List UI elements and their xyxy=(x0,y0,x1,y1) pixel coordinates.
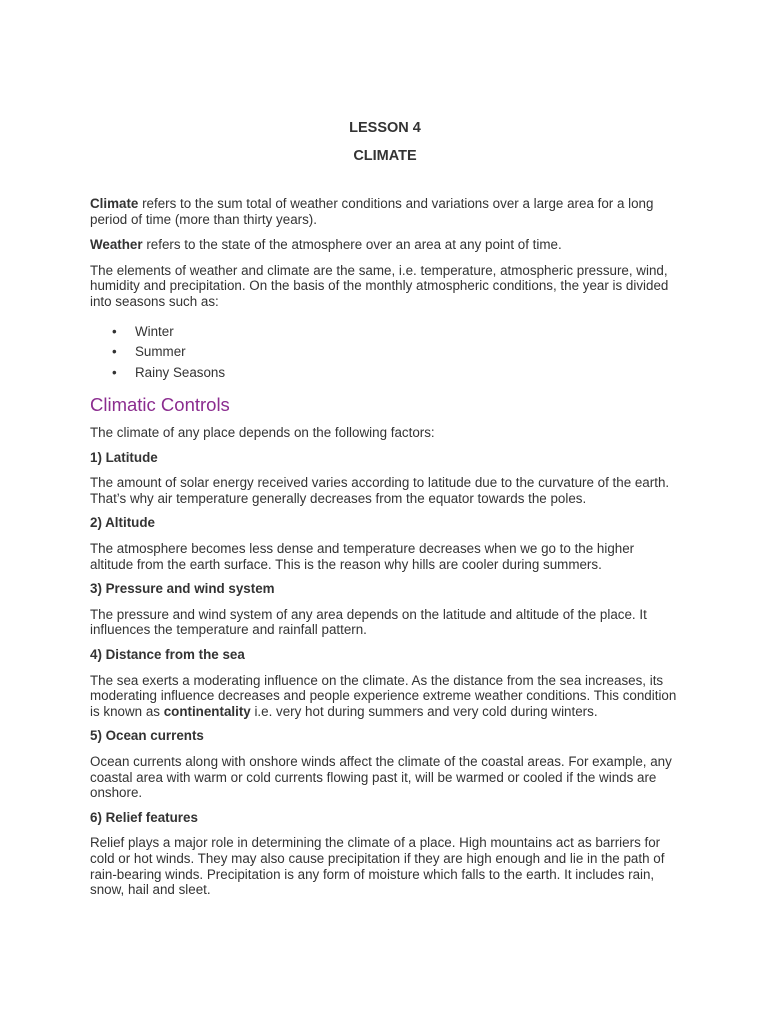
distance-sea-text-before: The sea exerts a moderating influence on the climate. As the distance from the sea increases, its moderating influence decreases and people experience extreme weather conditions. This condition is known as xyxy=(90,672,677,719)
season-label: Rainy Seasons xyxy=(135,364,226,380)
list-item xyxy=(90,324,680,345)
season-label: Winter xyxy=(135,323,174,339)
weather-definition-text: refers to the state of the atmosphere over an area at any point of time. xyxy=(142,237,562,253)
factor-text-distance-sea xyxy=(90,673,680,720)
factor-heading-distance-sea: 4) Distance from the sea xyxy=(90,647,245,662)
bullet: • xyxy=(112,323,117,339)
distance-sea-text-after: i.e. very hot during summers and very cold during winters. xyxy=(250,703,598,719)
factor-text-altitude: The atmosphere becomes less dense and temperature decreases when we go to the higher altitude from the earth surface. This is the reason why hills are cooler during summers. xyxy=(90,541,635,572)
elements-paragraph: The elements of weather and climate are the same, i.e. temperature, atmospheric pressure, wind, humidity and precipitation. On the basis of the monthly atmospheric conditions, the year is divided into seasons such as: xyxy=(90,262,669,309)
section-heading-climatic-controls: Climatic Controls xyxy=(90,394,230,416)
factor-text-relief: Relief plays a major role in determining the climate of a place. High mountains act as barriers for cold or hot winds. They may also cause precipitation if they are high enough and lie in the path of rain-bearing winds. Precipitation is any form of moisture which falls to the earth. It includes rain, snow, hail and sleet. xyxy=(90,835,665,898)
bullet: • xyxy=(112,364,117,380)
document-body xyxy=(90,118,680,898)
bullet: • xyxy=(112,344,117,360)
continentality-term: continentality xyxy=(163,703,251,719)
factor-heading-altitude: 2) Altitude xyxy=(90,515,155,531)
factor-heading-ocean-currents: 5) Ocean currents xyxy=(90,728,204,744)
factor-heading-relief: 6) Relief features xyxy=(90,809,198,825)
factor-text-latitude: The amount of solar energy received varies according to latitude due to the curvature of the earth. That’s why air temperature generally decreases from the equator towards the poles. xyxy=(90,475,670,506)
season-label: Summer xyxy=(135,344,186,360)
weather-term: Weather xyxy=(90,237,143,253)
list-item xyxy=(90,365,680,386)
seasons-list xyxy=(90,324,680,386)
factor-heading-latitude: 1) Latitude xyxy=(90,449,158,465)
factor-heading-pressure-wind: 3) Pressure and wind system xyxy=(90,581,275,597)
weather-definition xyxy=(90,237,680,253)
climate-definition xyxy=(90,196,680,227)
controls-intro: The climate of any place depends on the following factors: xyxy=(90,425,435,441)
climate-definition-text: refers to the sum total of weather conditions and variations over a large area for a long period of time (more than thirty years). xyxy=(90,196,654,227)
factor-text-pressure-wind: The pressure and wind system of any area depends on the latitude and altitude of the place. It influences the temperature and rainfall pattern. xyxy=(90,606,647,638)
climate-term: Climate xyxy=(90,196,139,211)
list-item xyxy=(90,344,680,365)
lesson-number: LESSON 4 xyxy=(349,120,421,136)
factor-text-ocean-currents: Ocean currents along with onshore winds affect the climate of the coastal areas. For example, any coastal area with warm or cold currents flowing past it, will be warmed or cooled if the winds are onshore. xyxy=(90,753,672,801)
lesson-title: CLIMATE xyxy=(353,148,417,164)
